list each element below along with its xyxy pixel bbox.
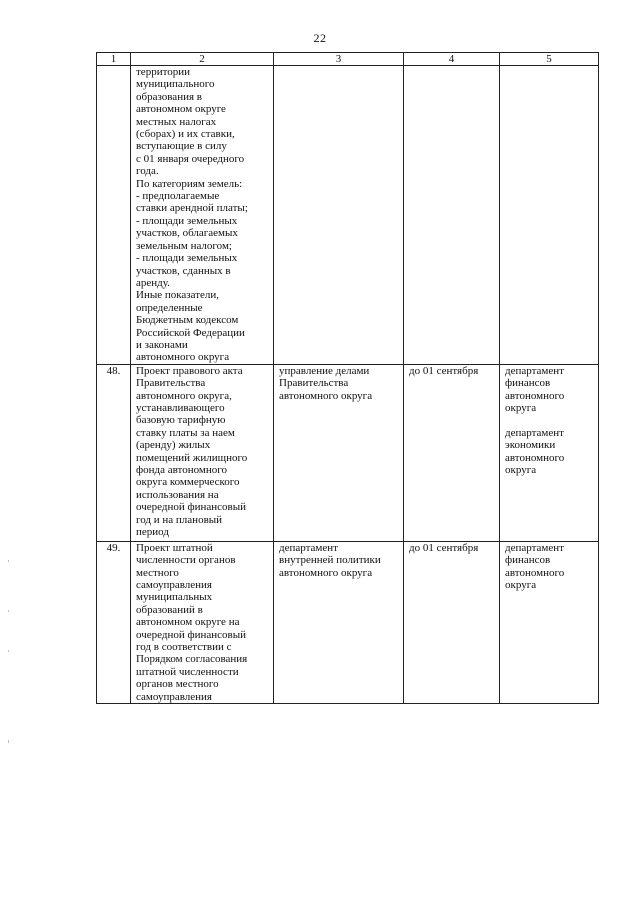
deadline	[404, 66, 500, 365]
column-header: 5	[500, 53, 599, 66]
scan-margin-mark	[8, 650, 9, 652]
row-number: 48.	[97, 364, 131, 541]
item-description: Проект правового акта Правительства автономного округа, устанавливающего базовую тарифную ставку платы за наем (аренду) жилых помещений жилищного фонда автономного округа коммерческого использования на очередной финансовый год и на плановый период	[131, 364, 274, 541]
scan-margin-mark	[8, 610, 9, 612]
page-number: 22	[313, 31, 327, 45]
scan-margin-mark	[8, 560, 9, 562]
column-header: 2	[131, 53, 274, 66]
recipient: департамент финансов автономного округа департамент экономики автономного округа	[500, 364, 599, 541]
responsible-body: управление делами Правительства автономного округа	[274, 364, 404, 541]
row-number: 49.	[97, 541, 131, 703]
responsible-body	[274, 66, 404, 365]
row-number	[97, 66, 131, 365]
deadline: до 01 сентября	[404, 364, 500, 541]
column-header: 3	[274, 53, 404, 66]
item-description: территории муниципального образования в автономном округе местных налогах (сборах) и их ставки, вступающие в силу с 01 января очередного года. По категориям земель: - предполагаемые ставки арендной платы; - площади земельных участков, облагаемых земельным налогом; - площади земельных участков, сданных в аренду. Иные показатели, определенные Бюджетным кодексом Российской Федерации и законами автономного округа	[131, 66, 274, 365]
recipient: департамент финансов автономного округа	[500, 541, 599, 703]
column-header: 4	[404, 53, 500, 66]
table-header-row	[97, 53, 599, 66]
recipient	[500, 66, 599, 365]
table-row	[97, 66, 599, 365]
scan-margin-mark	[8, 740, 9, 743]
item-description: Проект штатной численности органов местного самоуправления муниципальных образований в автономном округе на очередной финансовый год в соответствии с Порядком согласования штатной численности органов местного самоуправления	[131, 541, 274, 703]
responsible-body: департамент внутренней политики автономного округа	[274, 541, 404, 703]
table-row	[97, 541, 599, 703]
deadline: до 01 сентября	[404, 541, 500, 703]
schedule-table	[96, 52, 599, 704]
column-header: 1	[97, 53, 131, 66]
table-row	[97, 364, 599, 541]
